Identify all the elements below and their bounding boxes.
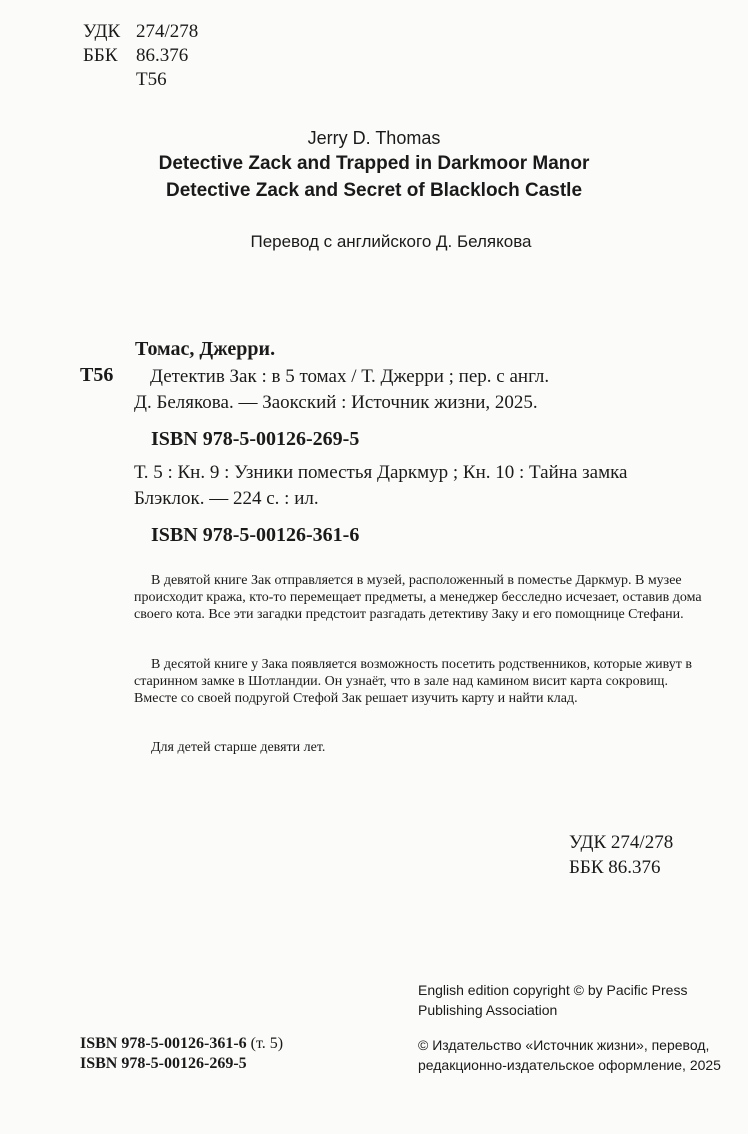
isbn-bottom-1-note: (т. 5)	[250, 1035, 284, 1052]
udk-label: УДК	[83, 21, 121, 42]
copyright-en-line-1: English edition copyright © by Pacific Press	[418, 982, 688, 998]
record-author-code: Т56	[80, 364, 114, 386]
copyright-ru-line-1: © Издательство «Источник жизни», перевод,	[418, 1037, 710, 1053]
original-author: Jerry D. Thomas	[307, 128, 441, 148]
record-isbn-set: ISBN 978-5-00126-269-5	[151, 428, 360, 450]
classification-top	[83, 20, 198, 92]
translation-credit: Перевод с английского Д. Белякова	[250, 232, 532, 251]
record-line-4: Блэклок. — 224 с. : ил.	[134, 488, 319, 509]
classification-bottom	[569, 830, 673, 880]
record-isbn-volume: ISBN 978-5-00126-361-6	[151, 524, 360, 546]
age-rating-note: Для детей старше девяти лет.	[151, 740, 326, 755]
author-code-top: Т56	[136, 69, 167, 90]
bbk-bottom: ББК 86.376	[569, 857, 661, 878]
isbn-bottom	[80, 1034, 283, 1074]
copyright-ru-line-2: редакционно-издательское оформление, 2025	[418, 1057, 721, 1073]
bbk-value: 86.376	[136, 45, 189, 66]
udk-bottom: УДК 274/278	[569, 832, 674, 853]
isbn-bottom-1: ISBN 978-5-00126-361-6	[80, 1035, 247, 1052]
record-line-1: Детектив Зак : в 5 томах / Т. Джерри ; пер. с англ.	[150, 366, 550, 387]
annotation-paragraph-2: В десятой книге у Зака появляется возможность посетить родственников, которые живут в старинном замке в Шотландии. Он узнаёт, что в зале над камином висит карта сокровищ. Вместе со своей подругой Стефой Зак решает изучить карту и найти клад.	[134, 657, 692, 706]
record-line-2: Д. Белякова. — Заокский : Источник жизни, 2025.	[134, 392, 538, 413]
original-title-1: Detective Zack and Trapped in Darkmoor Manor	[158, 153, 590, 174]
original-title-2: Detective Zack and Secret of Blackloch Castle	[165, 180, 583, 201]
copyright-russian	[418, 1035, 721, 1075]
copyright-en-line-2: Publishing Association	[418, 1002, 558, 1018]
annotation-paragraph-1: В девятой книге Зак отправляется в музей, расположенный в поместье Даркмур. В музее происходит кража, кто-то перемещает предметы, а менеджер бесследно исчезает, оставив дома своего кота. Все эти загадки предстоит разгадать детективу Заку и его помощнице Стефани.	[134, 573, 702, 622]
isbn-bottom-2: ISBN 978-5-00126-269-5	[80, 1055, 247, 1072]
bbk-label: ББК	[83, 45, 118, 66]
copyright-english	[418, 980, 687, 1020]
record-author: Томас, Джерри.	[135, 338, 276, 360]
record-line-3: Т. 5 : Кн. 9 : Узники поместья Даркмур ; Кн. 10 : Тайна замка	[134, 462, 628, 483]
udk-value: 274/278	[136, 21, 199, 42]
